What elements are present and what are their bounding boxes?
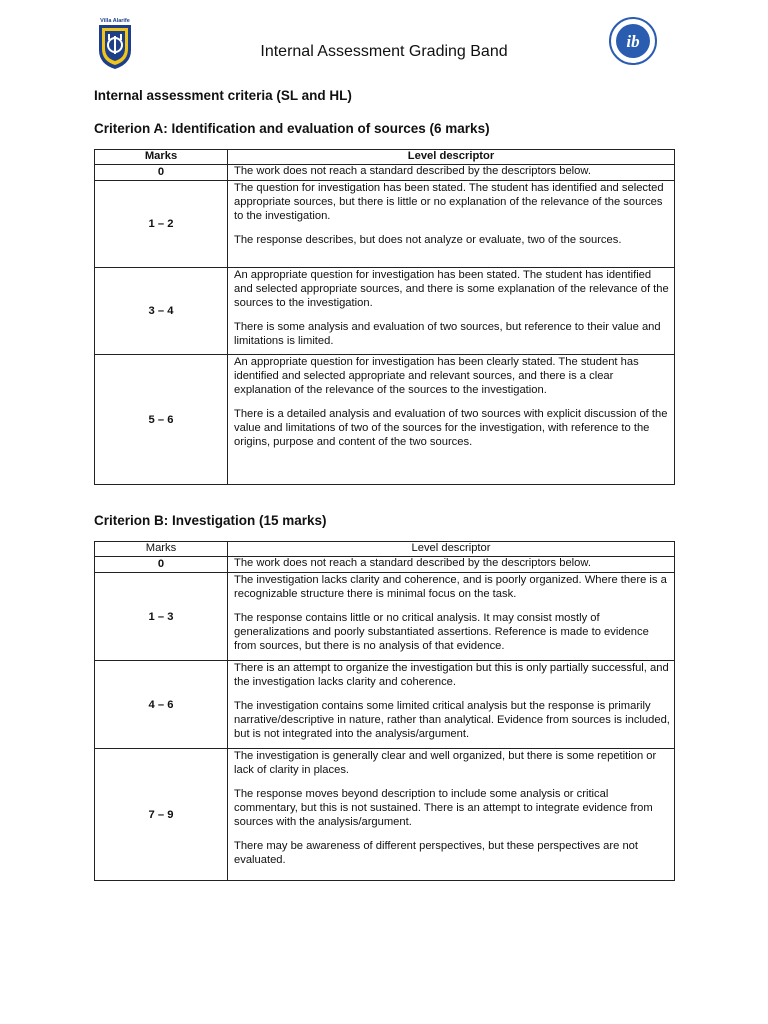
descriptor-cell — [228, 749, 675, 881]
marks-cell: 4 – 6 — [95, 661, 228, 749]
criterion-b-heading: Criterion B: Investigation (15 marks) — [94, 513, 327, 528]
descriptor-column-header: Level descriptor — [228, 542, 675, 557]
descriptor-cell — [228, 268, 675, 355]
marks-column-header: Marks — [95, 542, 228, 557]
marks-cell: 0 — [95, 557, 228, 573]
descriptor-paragraph: The work does not reach a standard described by the descriptors below. — [234, 165, 591, 177]
document-title: Internal Assessment Grading Band — [260, 43, 508, 60]
descriptor-cell — [228, 557, 675, 573]
descriptor-paragraph: The response moves beyond description to include some analysis or critical commentary, but this is not sustained. There is an attempt to integrate evidence from sources with the analysis/argument. — [234, 788, 653, 828]
descriptor-cell — [228, 165, 675, 181]
ib-logo-text: ib — [626, 32, 640, 51]
table-row — [95, 749, 675, 881]
descriptor-paragraph: An appropriate question for investigation has been stated. The student has identified and selected appropriate sources, and there is some explanation of the relevance of the sources to the investigation. — [234, 269, 669, 309]
table-row — [95, 573, 675, 661]
descriptor-cell — [228, 661, 675, 749]
marks-cell: 1 – 2 — [95, 181, 228, 268]
criterion-a-heading: Criterion A: Identification and evaluation of sources (6 marks) — [94, 121, 490, 136]
descriptor-paragraph: The question for investigation has been stated. The student has identified and selected appropriate sources, but there is little or no explanation of the relevance of the sources to the investigation. — [234, 182, 664, 222]
table-row — [95, 268, 675, 355]
crest-logo-text: Villa Alarife — [100, 18, 130, 24]
marks-cell: 7 – 9 — [95, 749, 228, 881]
descriptor-paragraph: The response describes, but does not analyze or evaluate, two of the sources. — [234, 234, 622, 246]
table-header-row — [95, 542, 675, 557]
descriptor-column-header: Level descriptor — [228, 150, 675, 165]
criterion-b-table — [94, 541, 675, 881]
descriptor-paragraph: There may be awareness of different perspectives, but these perspectives are not evaluated. — [234, 840, 639, 866]
descriptor-paragraph: The response contains little or no critical analysis. It may consist mostly of generalizations and poorly substantiated assertions. Reference is made to evidence from sources, but there is no analysis of that evidence. — [234, 612, 649, 652]
descriptor-paragraph: The investigation is generally clear and well organized, but there is some repetition or lack of clarity in places. — [234, 750, 657, 776]
table-row — [95, 181, 675, 268]
marks-cell: 1 – 3 — [95, 573, 228, 661]
descriptor-paragraph: The investigation lacks clarity and coherence, and is poorly organized. Where there is a recognizable structure there is minimal focus on the task. — [234, 574, 667, 600]
descriptor-paragraph: There is some analysis and evaluation of two sources, but reference to their value and limitations is limited. — [234, 321, 661, 347]
descriptor-paragraph: An appropriate question for investigation has been clearly stated. The student has identified and selected appropriate and relevant sources, and there is a clear explanation of the relevance of the sources to the investigation. — [234, 356, 639, 396]
descriptor-cell — [228, 355, 675, 485]
marks-column-header: Marks — [95, 150, 228, 165]
descriptor-cell — [228, 573, 675, 661]
table-row — [95, 557, 675, 573]
table-header-row — [95, 150, 675, 165]
table-row — [95, 165, 675, 181]
table-row — [95, 661, 675, 749]
descriptor-paragraph: There is an attempt to organize the investigation but this is only partially successful, and the investigation lacks clarity and coherence. — [234, 662, 669, 688]
marks-cell: 0 — [95, 165, 228, 181]
marks-cell: 3 – 4 — [95, 268, 228, 355]
descriptor-cell — [228, 181, 675, 268]
criterion-a-table — [94, 149, 675, 485]
marks-cell: 5 – 6 — [95, 355, 228, 485]
intro-heading: Internal assessment criteria (SL and HL) — [94, 88, 352, 103]
descriptor-paragraph: The work does not reach a standard described by the descriptors below. — [234, 557, 591, 569]
descriptor-paragraph: The investigation contains some limited critical analysis but the response is primarily narrative/descriptive in nature, rather than analytical. Evidence from sources is included, but is not integrated into the analysis/argument. — [234, 700, 670, 740]
descriptor-paragraph: There is a detailed analysis and evaluation of two sources with explicit discussion of the value and limitations of two of the sources for the investigation, with reference to the origins, purpose and content of the two sources. — [234, 408, 668, 448]
table-row — [95, 355, 675, 485]
